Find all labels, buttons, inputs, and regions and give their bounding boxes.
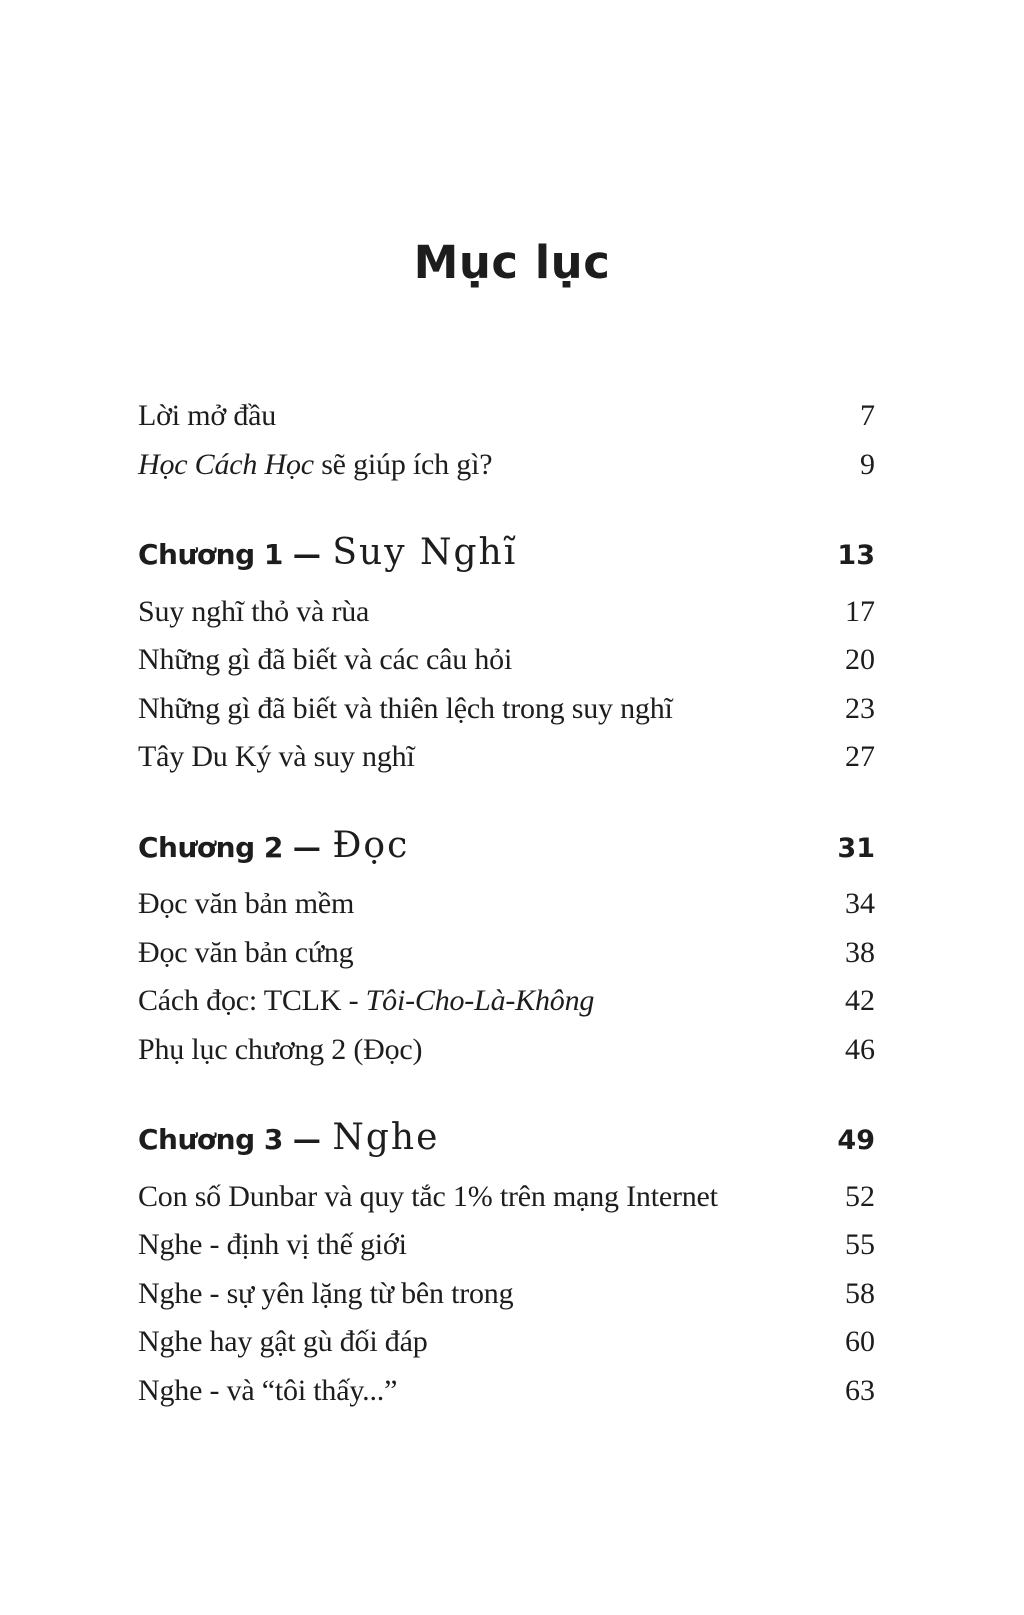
em-dash-separator: — — [292, 830, 321, 864]
toc-entry-title — [138, 636, 512, 685]
toc-entry-title — [138, 880, 354, 929]
toc-page-number: 60 — [845, 1325, 875, 1358]
entry-text: Cách đọc: TCLK - — [138, 984, 366, 1017]
toc-page-number: 46 — [845, 1032, 875, 1066]
toc-entry-title — [138, 685, 673, 734]
toc-entry-title — [138, 1367, 397, 1416]
chapter-number-label: Chương 2 — [138, 830, 283, 864]
chapter-name: Nghe — [332, 1117, 440, 1158]
page-title: Mục lục — [413, 236, 611, 289]
toc-page-number: 20 — [845, 643, 875, 676]
toc-page-number: 42 — [845, 984, 875, 1017]
entry-text-italic: Học Cách Học — [138, 447, 314, 481]
chapter-name: Đọc — [332, 824, 410, 866]
entry-text: Suy nghĩ thỏ và rùa — [138, 594, 370, 628]
toc-item-row — [138, 1270, 875, 1319]
toc-page-number: 38 — [845, 935, 875, 969]
entry-text: sẽ giúp ích gì? — [313, 447, 493, 481]
toc-page-number: 52 — [845, 1179, 875, 1213]
toc-chapter-row — [138, 529, 875, 578]
toc-chapter-row — [138, 1114, 875, 1163]
toc-page-number: 49 — [837, 1125, 875, 1156]
entry-text: Nghe - và “tôi thấy...” — [138, 1373, 398, 1407]
toc-list — [138, 392, 875, 1415]
entry-text: Tây Du Ký và suy nghĩ — [138, 740, 415, 773]
toc-page-number: 23 — [845, 691, 875, 725]
toc-entry-title — [138, 977, 594, 1026]
toc-item-row — [138, 392, 875, 441]
toc-page-number: 31 — [837, 832, 875, 864]
entry-text: Đọc văn bản mềm — [138, 887, 355, 920]
toc-item-row — [138, 880, 875, 929]
chapter-number-label: Chương 1 — [138, 538, 283, 571]
toc-item-row — [138, 685, 875, 734]
toc-entry-title — [138, 1221, 407, 1270]
entry-text: Phụ lục chương 2 (Đọc) — [138, 1032, 423, 1066]
chapter-number-label: Chương 3 — [138, 1123, 283, 1156]
entry-text: Những gì đã biết và các câu hỏi — [138, 643, 513, 676]
toc-page-number: 27 — [845, 740, 875, 773]
toc-entry-title — [138, 588, 369, 637]
toc-page-number: 58 — [845, 1276, 875, 1310]
toc-item-row — [138, 1367, 875, 1416]
toc-item-row — [138, 733, 875, 782]
toc-page-number: 34 — [845, 887, 875, 920]
toc-entry-title — [138, 1318, 428, 1367]
toc-item-row — [138, 1318, 875, 1367]
entry-text-italic: Tôi-Cho-Là-Không — [365, 984, 595, 1017]
toc-entry-title — [138, 1270, 513, 1319]
toc-item-row — [138, 1026, 875, 1075]
entry-text: Nghe hay gật gù đối đáp — [138, 1325, 428, 1358]
toc-entry-title — [138, 929, 354, 978]
toc-page-number: 9 — [860, 447, 875, 481]
toc-chapter-title — [138, 822, 409, 878]
entry-text: Những gì đã biết và thiên lệch trong suy nghĩ — [138, 691, 673, 725]
toc-entry-title — [138, 733, 415, 782]
entry-text: Nghe - định vị thế giới — [138, 1228, 407, 1261]
toc-page-number: 13 — [837, 540, 875, 571]
toc-chapter-row — [138, 822, 875, 871]
toc-item-row — [138, 977, 875, 1026]
toc-chapter-title — [138, 1114, 439, 1170]
em-dash-separator: — — [292, 1123, 321, 1156]
toc-item-row — [138, 929, 875, 978]
toc-entry-title — [138, 392, 276, 441]
toc-item-row — [138, 1173, 875, 1222]
toc-entry-title — [138, 441, 492, 490]
toc-chapter-title — [138, 529, 517, 585]
toc-item-row — [138, 1221, 875, 1270]
toc-item-row — [138, 588, 875, 637]
toc-page-number: 7 — [860, 399, 875, 432]
toc-item-row — [138, 441, 875, 490]
entry-text: Con số Dunbar và quy tắc 1% trên mạng Internet — [138, 1179, 718, 1213]
entry-text: Nghe - sự yên lặng từ bên trong — [138, 1276, 514, 1310]
entry-text: Đọc văn bản cứng — [138, 935, 354, 969]
entry-text: Lời mở đầu — [138, 399, 277, 432]
chapter-name: Suy Nghĩ — [332, 532, 518, 573]
toc-item-row — [138, 636, 875, 685]
toc-entry-title — [138, 1173, 718, 1222]
toc-page-number: 55 — [845, 1228, 875, 1261]
em-dash-separator: — — [292, 538, 321, 571]
toc-entry-title — [138, 1026, 422, 1075]
toc-page-number: 17 — [845, 594, 875, 628]
toc-page-number: 63 — [845, 1373, 875, 1407]
